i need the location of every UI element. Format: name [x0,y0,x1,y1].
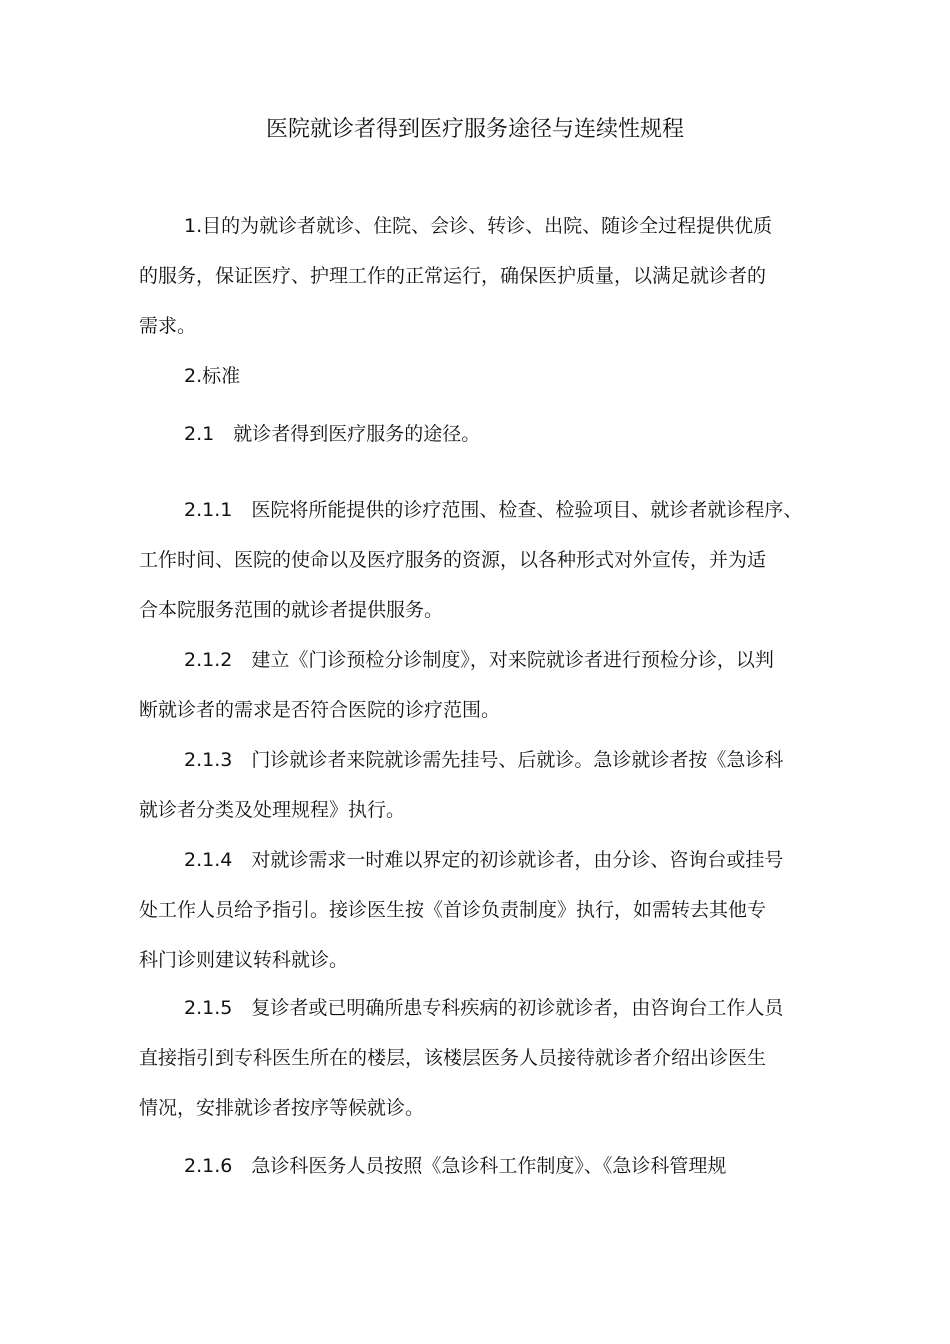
paragraph-purpose-line-1: 1.目的为就诊者就诊、住院、会诊、转诊、出院、随诊全过程提供优质 [184,215,773,237]
paragraph-2-1-3-line-1: 2.1.3 门诊就诊者来院就诊需先挂号、后就诊。急诊就诊者按《急诊科 [184,749,784,771]
subsection-heading-2-1: 2.1 就诊者得到医疗服务的途径。 [184,423,481,445]
paragraph-purpose-line-2: 的服务，保证医疗、护理工作的正常运行，确保医护质量，以满足就诊者的 [139,265,767,287]
paragraph-2-1-4-line-1: 2.1.4 对就诊需求一时难以界定的初诊就诊者，由分诊、咨询台或挂号 [184,849,784,871]
paragraph-2-1-3-line-2: 就诊者分类及处理规程》执行。 [139,799,406,821]
document-title: 医院就诊者得到医疗服务途径与连续性规程 [265,117,684,142]
paragraph-2-1-1-line-2: 工作时间、医院的使命以及医疗服务的资源，以各种形式对外宣传，并为适 [139,549,767,571]
paragraph-2-1-2-line-1: 2.1.2 建立《门诊预检分诊制度》，对来院就诊者进行预检分诊，以判 [184,649,774,671]
paragraph-2-1-5-line-2: 直接指引到专科医生所在的楼层，该楼层医务人员接待就诊者介绍出诊医生 [139,1047,767,1069]
paragraph-2-1-6-line-1: 2.1.6 急诊科医务人员按照《急诊科工作制度》、《急诊科管理规 [184,1155,727,1177]
paragraph-2-1-1-line-1: 2.1.1 医院将所能提供的诊疗范围、检查、检验项目、就诊者就诊程序、 [184,499,803,521]
paragraph-2-1-4-line-2: 处工作人员给予指引。接诊医生按《首诊负责制度》执行，如需转去其他专 [139,899,767,921]
paragraph-2-1-2-line-2: 断就诊者的需求是否符合医院的诊疗范围。 [139,699,501,721]
paragraph-purpose-line-3: 需求。 [139,315,197,337]
paragraph-2-1-1-line-3: 合本院服务范围的就诊者提供服务。 [139,599,444,621]
paragraph-2-1-5-line-1: 2.1.5 复诊者或已明确所患专科疾病的初诊就诊者，由咨询台工作人员 [184,997,784,1019]
paragraph-2-1-4-line-3: 科门诊则建议转科就诊。 [139,949,349,971]
paragraph-2-1-5-line-3: 情况，安排就诊者按序等候就诊。 [139,1097,425,1119]
section-heading-standard: 2.标准 [184,365,241,387]
